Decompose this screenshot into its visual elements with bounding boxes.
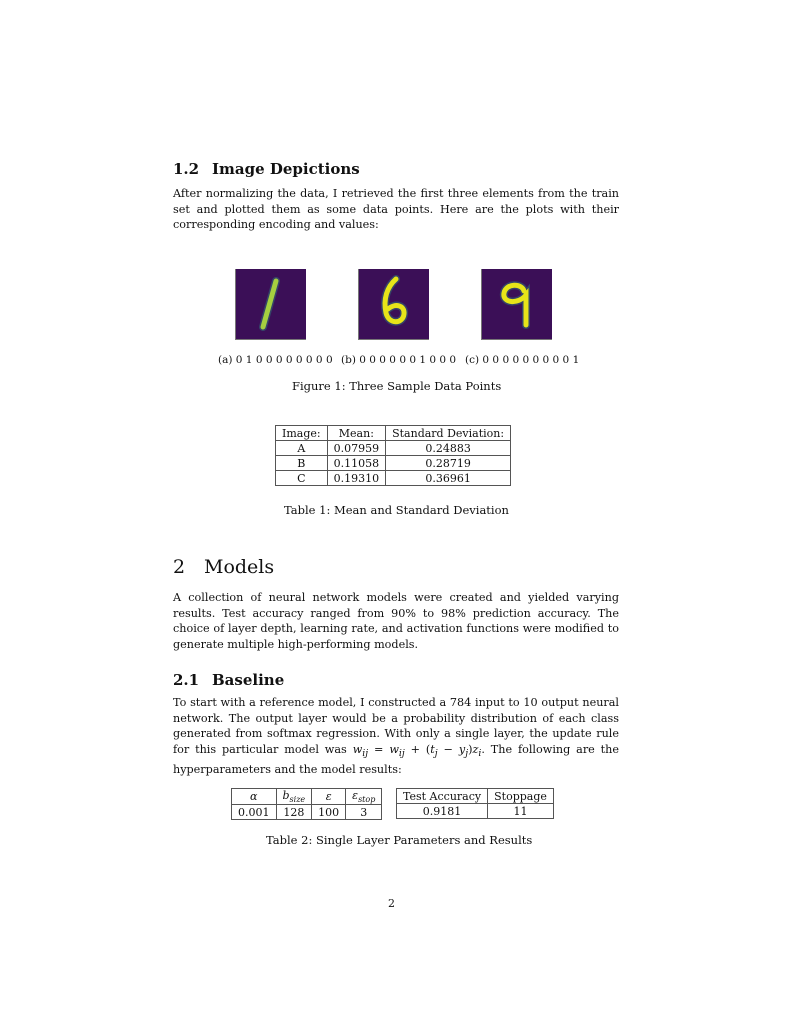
section-title: Models [204, 556, 275, 578]
table-cell: 0.11058 [327, 456, 386, 471]
figure-image-b [358, 269, 429, 340]
section-number: 1.2 [173, 160, 200, 178]
digit-one-image [236, 269, 306, 339]
figure-caption: Figure 1: Three Sample Data Points [292, 379, 502, 393]
table-cell: 100 [312, 805, 346, 820]
paragraph: A collection of neural network models were created and yielded varying results. Test accuracy ranged from 90% to 98% prediction accuracy. The choice of layer depth, learning rate, and activation functions were modified to generate multiple high-performing models. [173, 591, 619, 652]
table-params [231, 788, 382, 820]
table-header-row [232, 789, 382, 805]
table-row [232, 805, 382, 820]
table-caption: Table 2: Single Layer Parameters and Results [266, 833, 533, 847]
table-header: Test Accuracy [397, 789, 488, 804]
table-mean-std [275, 425, 511, 486]
table-cell: 0.28719 [386, 456, 511, 471]
table-cell: 128 [276, 805, 312, 820]
table-row [397, 804, 554, 819]
table-cell: A [276, 441, 328, 456]
section-title: Image Depictions [212, 160, 360, 178]
section-number: 2 [173, 556, 186, 578]
update-rule-equation: $w_{ij} = w_{ij} + (t_j - y_j)z_i$ [352, 743, 482, 760]
digit-six-image [359, 269, 429, 339]
table-header: Standard Deviation: [386, 426, 511, 441]
section-number: 2.1 [173, 671, 200, 689]
figure-image-a [235, 269, 306, 340]
table-row [276, 456, 511, 471]
table-cell: 11 [488, 804, 554, 819]
table-row [276, 441, 511, 456]
subcaption-b: (b) 0 0 0 0 0 0 1 0 0 0 [341, 354, 457, 366]
table-header: Mean: [327, 426, 386, 441]
paragraph: After normalizing the data, I retrieved the first three elements from the train set and plotted them as some data points. Here are the plots with their corresponding encoding and values: [173, 187, 619, 232]
table-header-row [276, 426, 511, 441]
section-title: Baseline [212, 671, 285, 689]
table-cell: B [276, 456, 328, 471]
table-results [396, 788, 554, 819]
table-cell: 3 [346, 805, 382, 820]
paragraph-text: To start with a reference model, I constructed a 784 input to 10 output neural network. The output layer would be a probability distribution of each class generated from softmax regression. With only a single layer, the update rule for this particular model was [173, 696, 619, 757]
paragraph [173, 695, 619, 778]
table-cell: 0.07959 [327, 441, 386, 456]
paragraph-text: . The following are the hyperparameters and the model results: [173, 743, 619, 777]
page-number: 2 [388, 897, 395, 910]
table-cell: 0.36961 [386, 471, 511, 486]
table-cell: 0.001 [232, 805, 277, 820]
table-header: $\varepsilon_{stop}$ [346, 789, 382, 805]
table-cell: 0.19310 [327, 471, 386, 486]
table-header: ε [312, 789, 346, 805]
table-header: $b_{size}$ [276, 789, 312, 805]
subcaption-c: (c) 0 0 0 0 0 0 0 0 0 1 [465, 354, 580, 366]
table-cell: 0.24883 [386, 441, 511, 456]
table-cell: 0.9181 [397, 804, 488, 819]
subcaption-a: (a) 0 1 0 0 0 0 0 0 0 0 [218, 354, 333, 366]
digit-nine-image [482, 269, 552, 339]
table-row [276, 471, 511, 486]
figure-image-c [481, 269, 552, 340]
table-header-row [397, 789, 554, 804]
table-header: α [232, 789, 277, 805]
table-header: Image: [276, 426, 328, 441]
table-cell: C [276, 471, 328, 486]
table-caption: Table 1: Mean and Standard Deviation [284, 503, 509, 517]
table-header: Stoppage [488, 789, 554, 804]
